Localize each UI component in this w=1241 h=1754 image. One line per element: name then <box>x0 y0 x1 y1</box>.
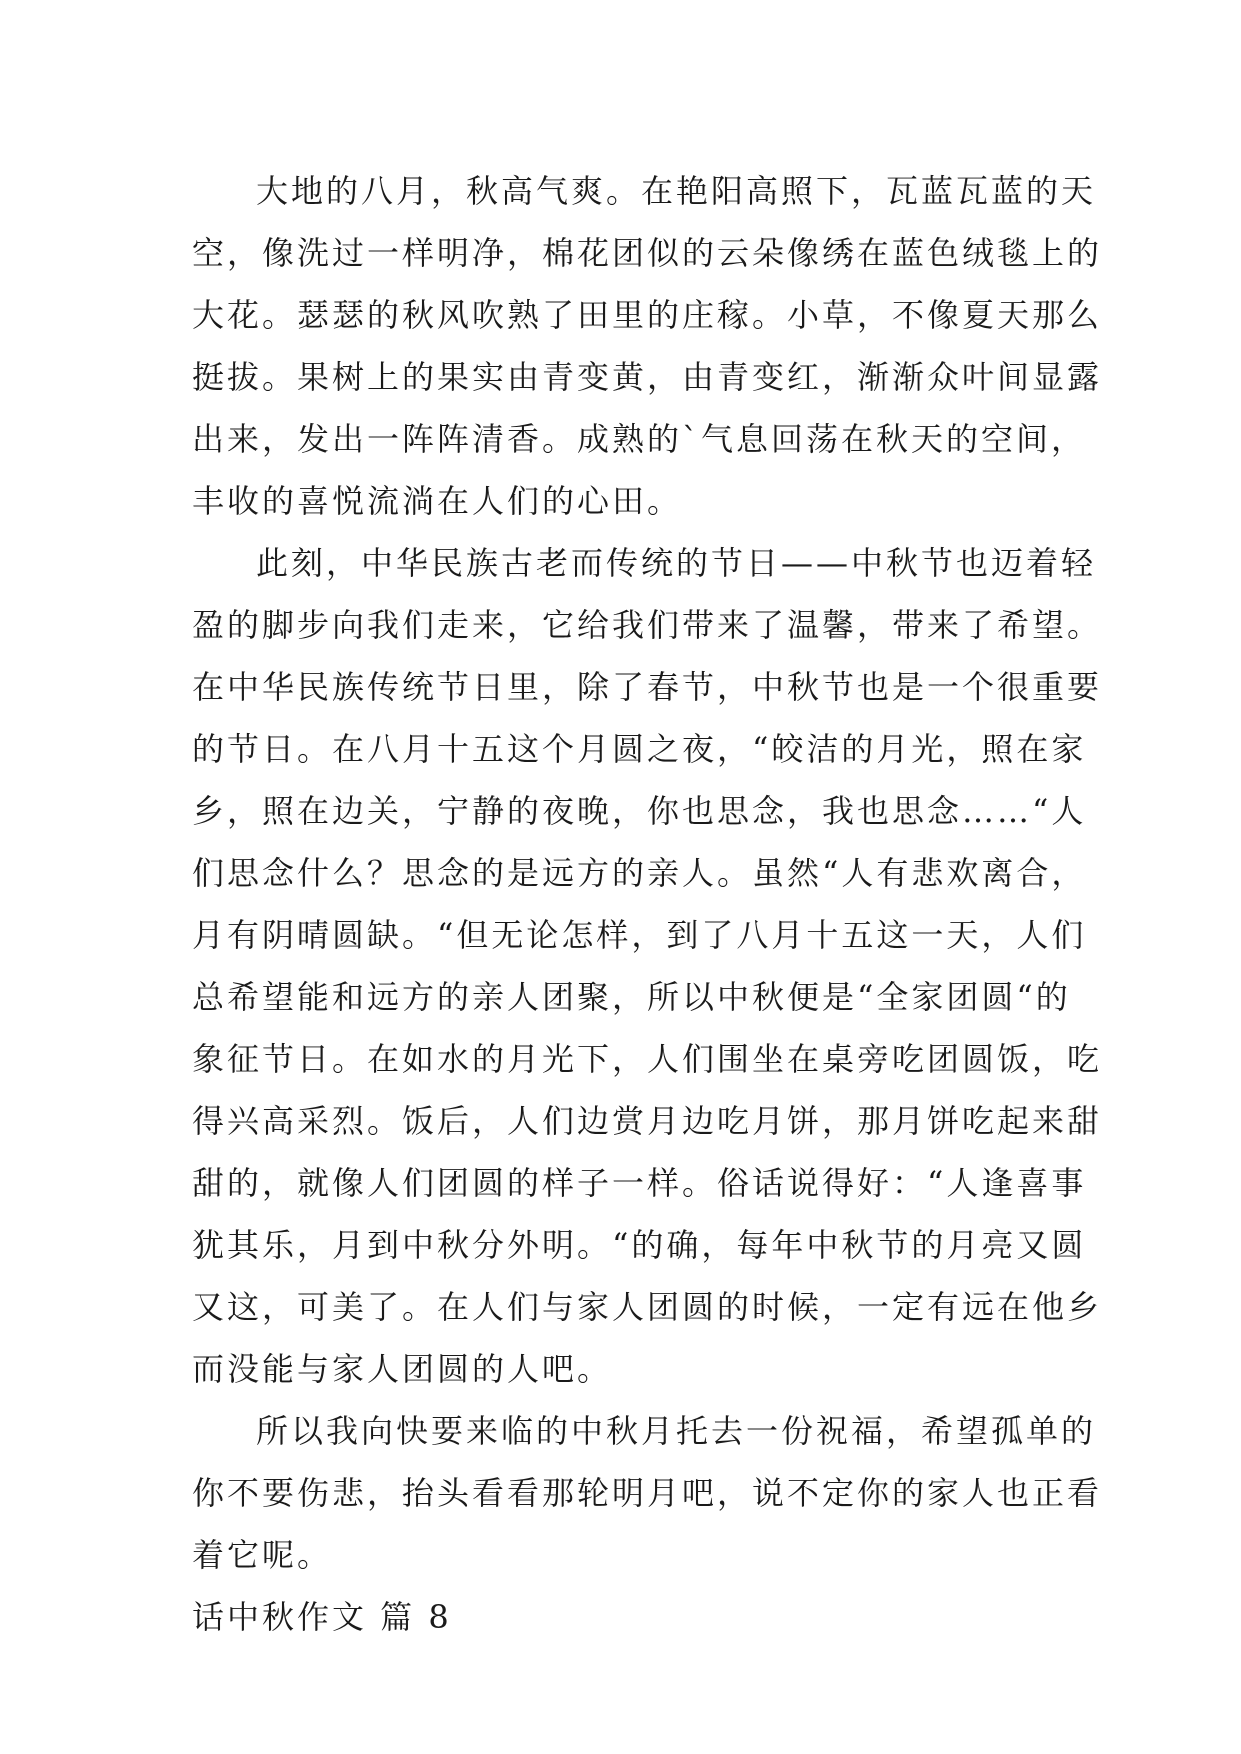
paragraph-line: 乡，照在边关，宁静的夜晚，你也思念，我也思念……“人 <box>192 792 1087 830</box>
paragraph-line: 们思念什么？思念的是远方的亲人。虽然“人有悲欢离合， <box>192 854 1087 892</box>
paragraph-2 <box>192 532 1103 1400</box>
next-essay-title: 话中秋作文 篇 8 <box>192 1598 452 1636</box>
paragraph-3 <box>192 1400 1103 1586</box>
paragraph-line: 犹其乐，月到中秋分外明。“的确，每年中秋节的月亮又圆 <box>192 1226 1087 1264</box>
paragraph-line: 出来，发出一阵阵清香。成熟的`气息回荡在秋天的空间， <box>192 420 1087 458</box>
paragraph-1 <box>192 160 1103 532</box>
paragraph-line: 挺拔。果树上的果实由青变黄，由青变红，渐渐众叶间显露 <box>192 358 1103 396</box>
paragraph-line: 象征节日。在如水的月光下，人们围坐在桌旁吃团圆饭，吃 <box>192 1040 1103 1078</box>
paragraph-line: 甜的，就像人们团圆的样子一样。俗话说得好：“人逢喜事 <box>192 1164 1087 1202</box>
paragraph-line: 所以我向快要来临的中秋月托去一份祝福，希望孤单的 <box>256 1412 1097 1450</box>
paragraph-line: 而没能与家人团圆的人吧。 <box>192 1350 613 1388</box>
paragraph-line: 丰收的喜悦流淌在人们的心田。 <box>192 482 683 520</box>
paragraph-line: 总希望能和远方的亲人团聚，所以中秋便是“全家团圆“的 <box>192 978 1071 1016</box>
paragraph-line: 又这，可美了。在人们与家人团圆的时候，一定有远在他乡 <box>192 1288 1103 1326</box>
paragraph-line: 大花。瑟瑟的秋风吹熟了田里的庄稼。小草，不像夏天那么 <box>192 296 1103 334</box>
paragraph-line: 空，像洗过一样明净，棉花团似的云朵像绣在蓝色绒毯上的 <box>192 234 1103 272</box>
paragraph-line: 月有阴晴圆缺。“但无论怎样，到了八月十五这一天，人们 <box>192 916 1087 954</box>
paragraph-line: 盈的脚步向我们走来，它给我们带来了温馨，带来了希望。 <box>192 606 1103 644</box>
paragraph-line: 着它呢。 <box>192 1536 333 1574</box>
paragraph-line: 大地的八月，秋高气爽。在艳阳高照下，瓦蓝瓦蓝的天 <box>256 172 1097 210</box>
document-body <box>192 160 1103 1648</box>
paragraph-line: 的节日。在八月十五这个月圆之夜，“皎洁的月光，照在家 <box>192 730 1087 768</box>
paragraph-line: 得兴高采烈。饭后，人们边赏月边吃月饼，那月饼吃起来甜 <box>192 1102 1103 1140</box>
paragraph-line: 在中华民族传统节日里，除了春节，中秋节也是一个很重要 <box>192 668 1103 706</box>
paragraph-line: 此刻，中华民族古老而传统的节日——中秋节也迈着轻 <box>256 544 1097 582</box>
paragraph-line: 你不要伤悲，抬头看看那轮明月吧，说不定你的家人也正看 <box>192 1474 1103 1512</box>
